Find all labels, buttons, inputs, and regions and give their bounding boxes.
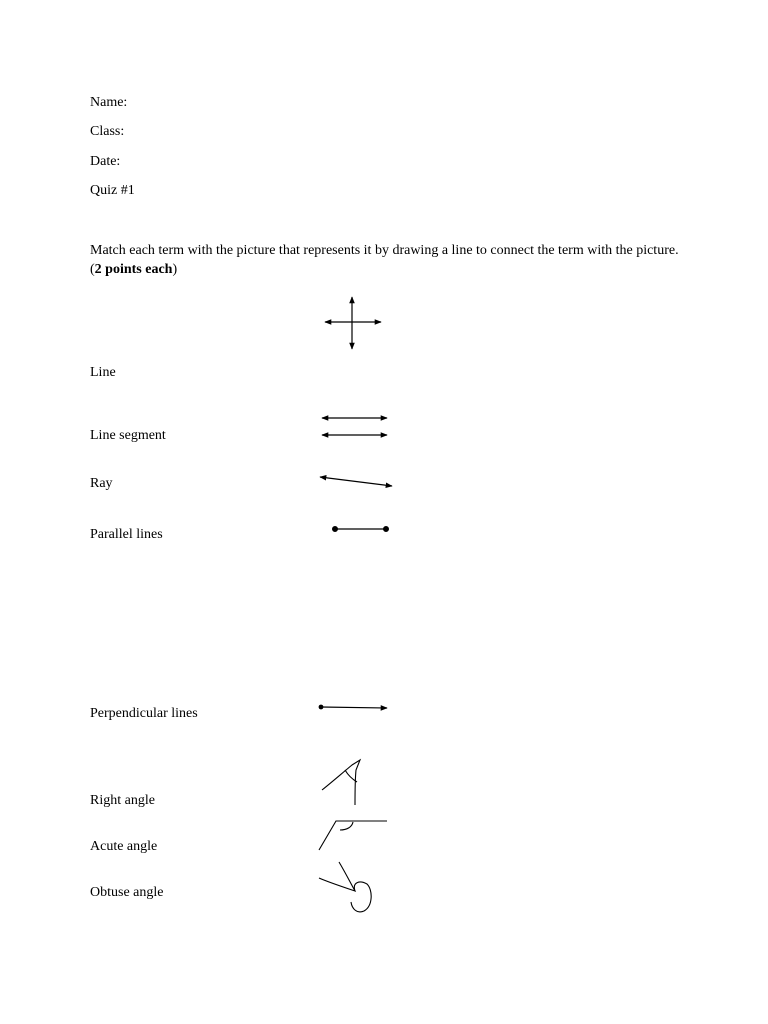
term-obtuse-angle: Obtuse angle xyxy=(90,885,164,900)
date-label: Date: xyxy=(90,154,121,169)
acute-angle-figure xyxy=(322,760,360,805)
ray-figure xyxy=(319,705,387,710)
line-segment-figure xyxy=(333,527,389,532)
class-label: Class: xyxy=(90,124,125,139)
perpendicular-lines-figure xyxy=(325,297,381,349)
term-line: Line xyxy=(90,365,116,380)
term-acute-angle: Acute angle xyxy=(90,839,158,854)
line-figure xyxy=(320,477,392,486)
term-right-angle: Right angle xyxy=(90,793,155,808)
obtuse-angle-figure xyxy=(319,862,371,912)
term-parallel-lines: Parallel lines xyxy=(90,527,163,542)
term-ray: Ray xyxy=(90,476,113,491)
quiz-title: Quiz #1 xyxy=(90,183,135,198)
term-line-segment: Line segment xyxy=(90,428,166,443)
parallel-lines-figure xyxy=(322,418,387,435)
right-angle-figure xyxy=(319,821,387,850)
instructions-text: Match each term with the picture that represents it by drawing a line to connect the term with the picture. ( xyxy=(90,243,679,277)
term-perpendicular-lines: Perpendicular lines xyxy=(90,706,198,721)
instructions-close: ) xyxy=(172,262,178,277)
points-each: 2 points each xyxy=(94,262,173,277)
name-label: Name: xyxy=(90,95,128,110)
